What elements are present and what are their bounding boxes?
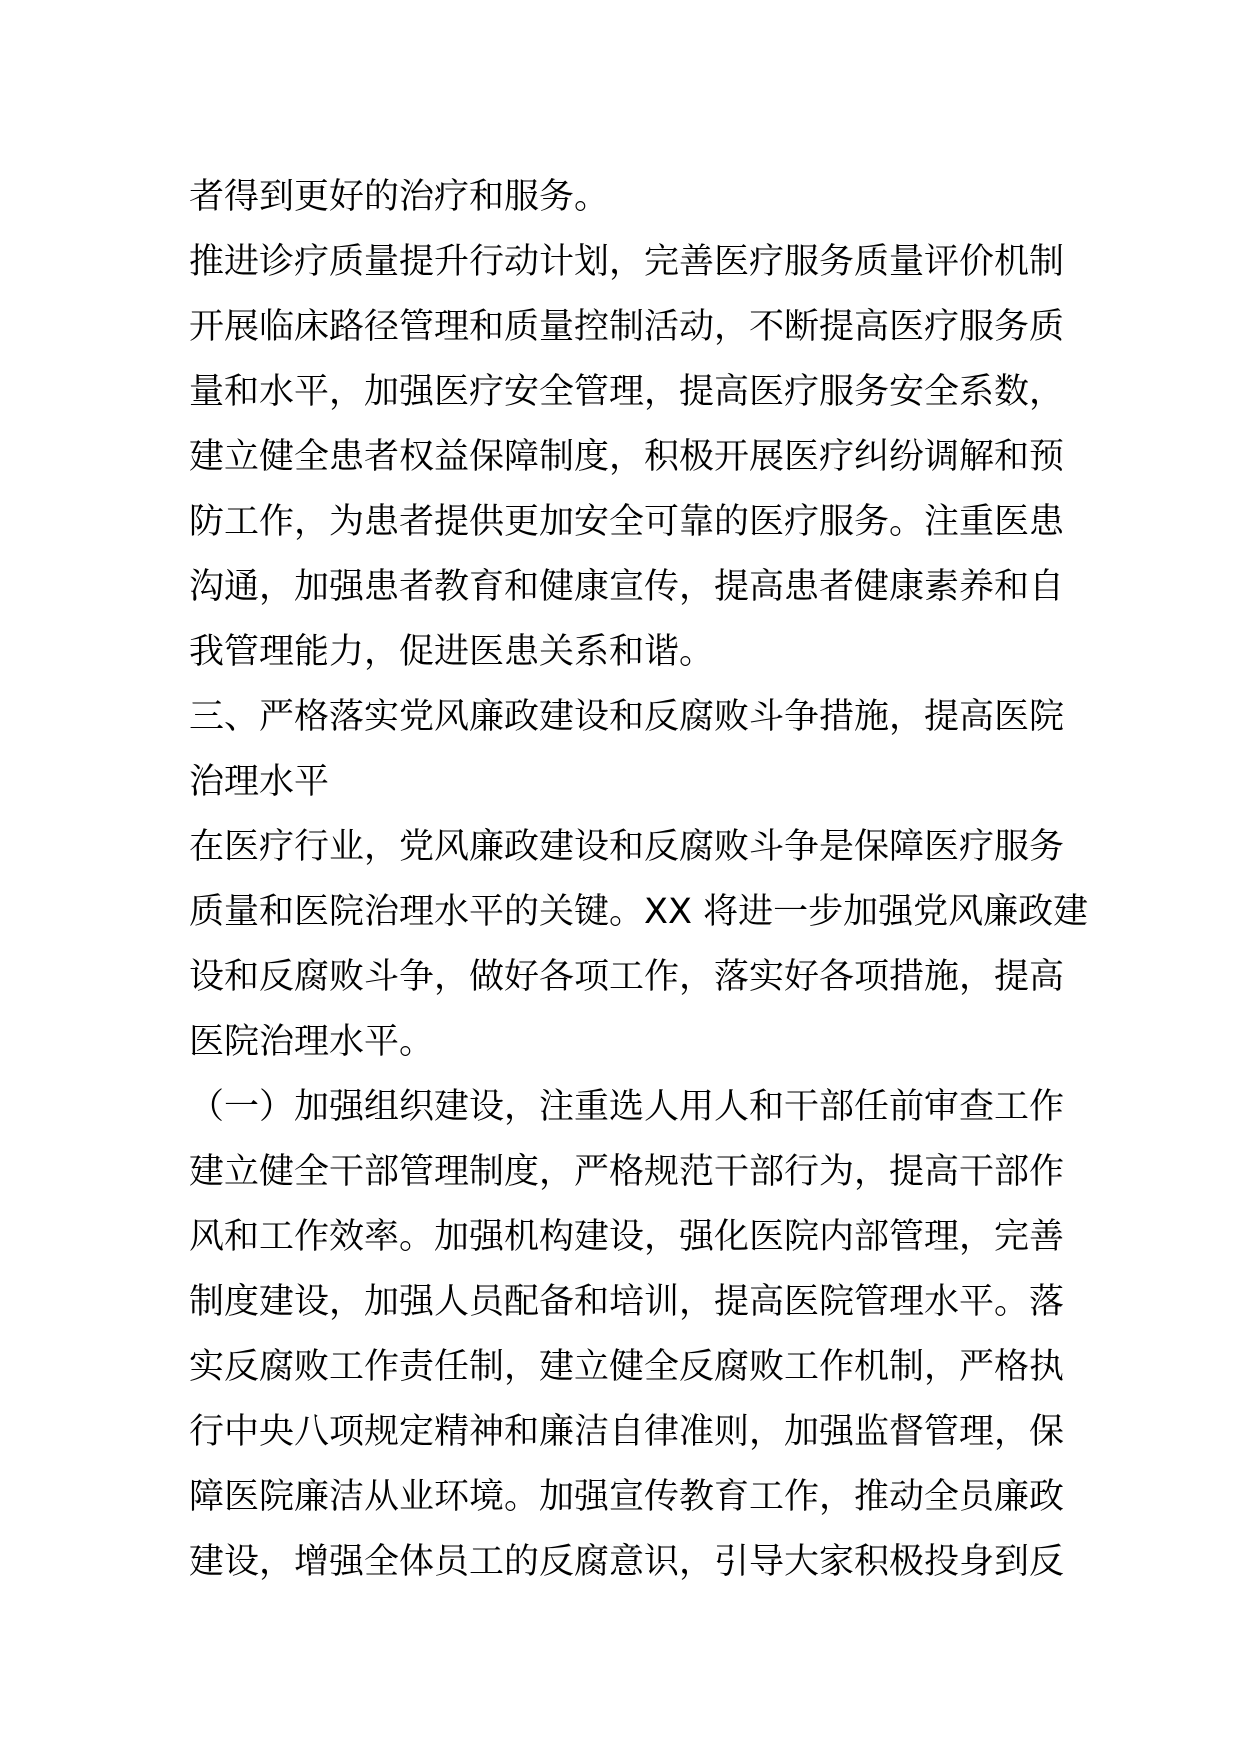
text-line: 医院治理水平。 xyxy=(189,1022,435,1062)
text-line: 在医疗行业，党风廉政建设和反腐败斗争是保障医疗服务 xyxy=(189,827,1065,867)
text-line: 制度建设，加强人员配备和培训，提高医院管理水平。落 xyxy=(189,1282,1065,1322)
text-line: 质量和医院治理水平的关键。XX 将进一步加强党风廉政建 xyxy=(189,892,1089,932)
subsection-heading-line: （一）加强组织建设，注重选人用人和干部任前审查工作 xyxy=(189,1087,1065,1127)
text-line: 设和反腐败斗争，做好各项工作，落实好各项措施，提高 xyxy=(189,957,1065,997)
text-line: 障医院廉洁从业环境。加强宣传教育工作，推动全员廉政 xyxy=(189,1477,1065,1517)
text-line: 建设，增强全体员工的反腐意识，引导大家积极投身到反 xyxy=(189,1542,1065,1582)
text-line: 建立健全干部管理制度，严格规范干部行为，提高干部作 xyxy=(189,1152,1065,1192)
text-line: 推进诊疗质量提升行动计划，完善医疗服务质量评价机制 xyxy=(189,242,1065,282)
text-line: 量和水平，加强医疗安全管理，提高医疗服务安全系数， xyxy=(189,372,1065,412)
section-heading-line: 治理水平 xyxy=(189,762,330,802)
section-heading-line: 三、严格落实党风廉政建设和反腐败斗争措施，提高医院 xyxy=(189,697,1065,737)
text-line: 行中央八项规定精神和廉洁自律准则，加强监督管理，保 xyxy=(189,1412,1065,1452)
text-line: 风和工作效率。加强机构建设，强化医院内部管理，完善 xyxy=(189,1217,1065,1257)
text-line: 者得到更好的治疗和服务。 xyxy=(189,177,610,217)
text-line: 实反腐败工作责任制，建立健全反腐败工作机制，严格执 xyxy=(189,1347,1065,1387)
text-line: 建立健全患者权益保障制度，积极开展医疗纠纷调解和预 xyxy=(189,437,1065,477)
text-line: 防工作，为患者提供更加安全可靠的医疗服务。注重医患 xyxy=(189,502,1065,542)
text-line: 开展临床路径管理和质量控制活动，不断提高医疗服务质 xyxy=(189,307,1065,347)
text-line: 沟通，加强患者教育和健康宣传，提高患者健康素养和自 xyxy=(189,567,1065,607)
text-line: 我管理能力，促进医患关系和谐。 xyxy=(189,632,715,672)
document-body xyxy=(189,165,1089,1595)
